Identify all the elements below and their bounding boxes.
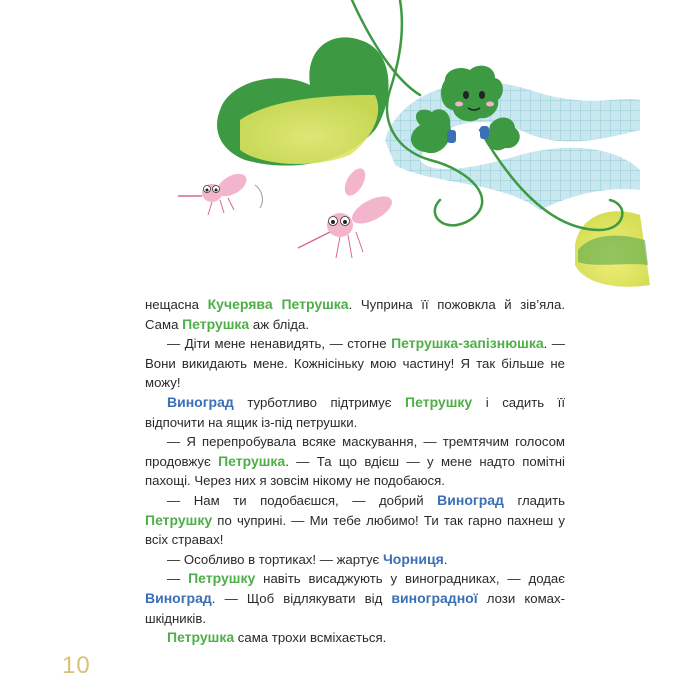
text-run: турботливо підтримує	[233, 394, 406, 410]
character-name-parsley: Петрушку	[188, 570, 256, 587]
text-run: нещасна	[145, 297, 208, 312]
text-run: . — Щоб відлякувати від	[211, 590, 392, 606]
text-run: по чуприні. — Ми тебе любимо! Ти так гарно пахнеш у всіх стравах!	[145, 512, 565, 548]
character-name-parsley: Петрушка	[167, 629, 235, 646]
mosquito-icon	[178, 169, 262, 215]
paragraph	[145, 295, 565, 334]
character-name-highlight: Виноград	[145, 589, 212, 606]
text-run: — Я перепробувала всяке маскування, — тремтячим голосом продовжує	[145, 434, 565, 469]
text-run: .	[443, 551, 448, 567]
text-run: навіть висаджують у виноградниках, — додає	[255, 571, 565, 587]
text-run: — Діти мене ненавидять, — стогне	[167, 336, 392, 352]
paragraph	[145, 569, 565, 628]
green-leaf-icon	[575, 211, 650, 287]
text-run: —	[167, 571, 189, 587]
paragraph	[145, 628, 565, 648]
text-run: гладить	[503, 492, 565, 508]
character-name-highlight: Виноград	[167, 393, 234, 410]
character-name-parsley: Петрушка	[182, 315, 250, 332]
page-number: 10	[62, 652, 91, 679]
text-run: аж бліда.	[249, 316, 309, 332]
character-name-parsley: Петрушка	[218, 452, 286, 469]
text-run: сама трохи всміхається.	[234, 630, 387, 646]
paragraph	[145, 334, 565, 393]
character-name-highlight: Чорниця	[382, 550, 444, 567]
mosquito-icon	[298, 165, 396, 258]
text-run: лози комах-шкідників.	[145, 590, 565, 626]
story-text	[145, 295, 565, 648]
green-leaf-icon	[217, 37, 388, 165]
text-run: . — Та що вдієш — у мене надто помітні пахощі. Через них я зовсім нікому не подобаюся.	[145, 453, 565, 489]
text-run: і садить її відпочити на ящик із-під петрушки.	[145, 394, 565, 430]
character-name-parsley: Петрушку	[145, 511, 213, 528]
paragraph	[145, 491, 565, 550]
character-name-parsley: Кучерява Петрушка	[207, 296, 349, 312]
text-run: . Чуприна її пожовкла й зів’яла. Сама	[145, 297, 566, 332]
character-name-parsley: Петрушку	[405, 393, 473, 410]
paragraph	[145, 432, 565, 491]
text-run: — Нам ти подобаєшся, — добрий	[167, 492, 438, 508]
illustration	[0, 0, 700, 300]
character-name-parsley: Петрушка-запізнюшка	[391, 335, 544, 352]
paragraph	[145, 550, 565, 570]
character-name-highlight: Виноград	[437, 491, 504, 508]
paragraph	[145, 393, 565, 432]
text-run: . — Вони викидають мене. Кожнісіньку мою частину! Я так більше не можу!	[145, 336, 565, 391]
text-run: — Особливо в тортиках! — жартує	[167, 551, 383, 567]
character-name-highlight: виноградної	[391, 589, 478, 606]
